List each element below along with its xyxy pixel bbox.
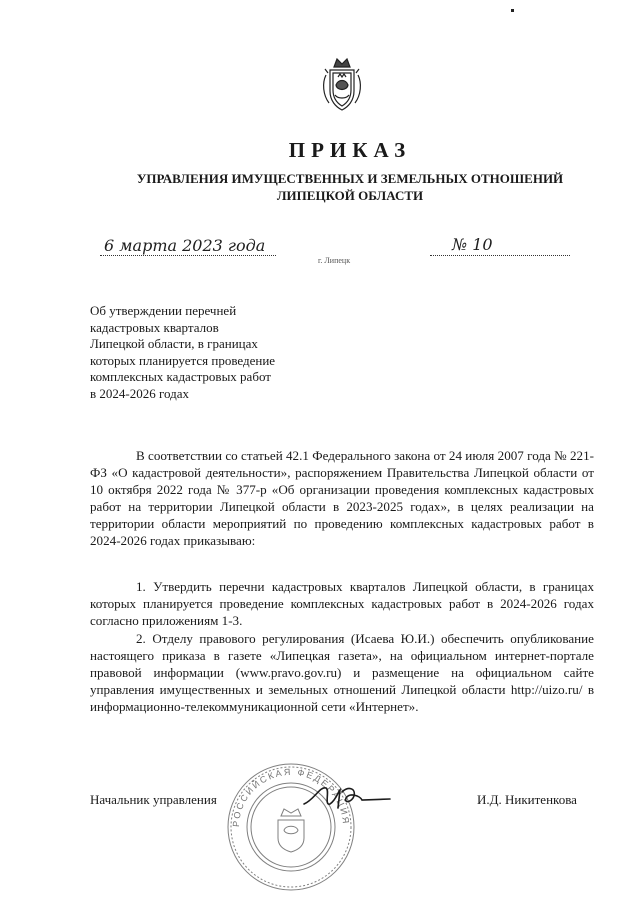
number-underline: [430, 255, 570, 256]
number-handwritten: № 10: [452, 235, 493, 254]
subject-line: кадастровых кварталов: [90, 319, 219, 335]
order-item-1: 1. Утвердить перечни кадастровых кварталов Липецкой области, в границах которых планируется проведение комплексных кадастровых работ в 2024-2026 годах согласно приложениям 1-3.: [90, 579, 594, 628]
city-label: г. Липецк: [318, 256, 351, 265]
subject-line: которых планируется проведение: [90, 352, 276, 368]
organization-line-2: ЛИПЕЦКОЙ ОБЛАСТИ: [276, 188, 424, 203]
subject-line: Липецкой области, в границах: [90, 336, 258, 351]
signatory-name: И.Д. Никитенкова: [477, 792, 577, 807]
subject-line: Об утверждении перечней: [90, 303, 237, 318]
handwritten-signature: [300, 778, 400, 814]
preamble-paragraph: В соответствии со статьей 42.1 Федерального закона от 24 июля 2007 года № 221-ФЗ «О кадастровой деятельности», распоряжением Правительства Липецкой области от 10 октября 2022 года № 377-р «Об организации проведения комплексных кадастровых работ на территории Липецкой области в 2023-2025 годах», в целях реализации на территории области мероприятий по проведению комплексных кадастровых работ в 2024-2026 годах приказываю:: [90, 448, 594, 548]
date-handwritten: 6 марта 2023 года: [104, 236, 266, 255]
issuing-organization: [100, 170, 600, 204]
subject-line: комплексных кадастровых работ: [90, 369, 271, 384]
subject-line: в 2024-2026 годах: [90, 385, 189, 401]
seal-text: РОССИЙСКАЯ ФЕДЕРАЦИЯ: [230, 766, 352, 828]
date-underline: [100, 255, 276, 256]
order-item-2: 2. Отделу правового регулирования (Исаева Ю.И.) обеспечить опубликование настоящего приказа в газете «Липецкая газета», на официальном интернет-портале правовой информации (www.pravo.gov.ru) и размещение на официальном сайте управления имущественных и земельных отношений Липецкой области http://uizo.ru/ в информационно-телекоммуникационной сети «Интернет».: [90, 631, 594, 714]
signatory-title: Начальник управления: [90, 792, 217, 807]
lipetsk-coat-of-arms-icon: [320, 55, 364, 115]
subject-block: [90, 303, 330, 402]
scan-speck: [511, 9, 514, 12]
document-title: ПРИКАЗ: [288, 138, 412, 162]
organization-line-1: УПРАВЛЕНИЯ ИМУЩЕСТВЕННЫХ И ЗЕМЕЛЬНЫХ ОТНОШЕНИЙ: [136, 171, 564, 186]
